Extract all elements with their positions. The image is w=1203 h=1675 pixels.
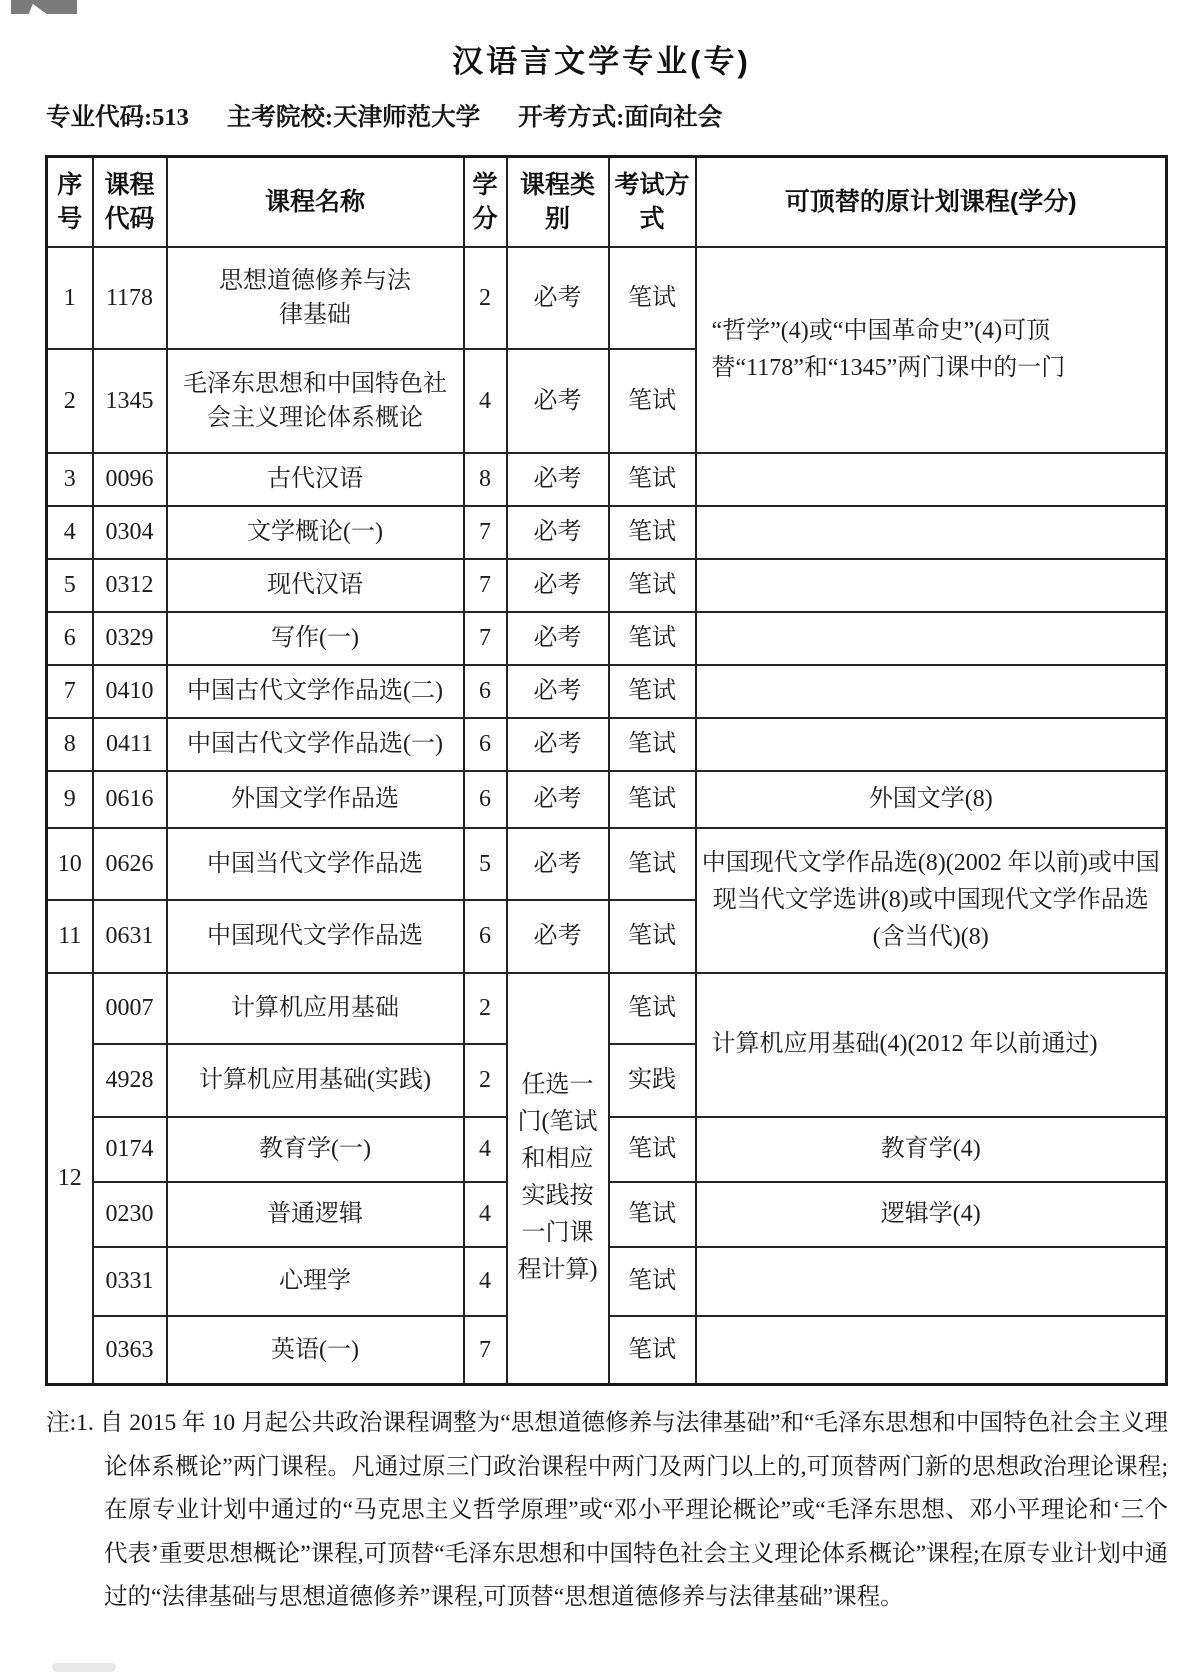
cell-seq: 5 bbox=[47, 559, 93, 612]
cell-exam: 笔试 bbox=[609, 718, 696, 771]
cell-name: 英语(一) bbox=[167, 1316, 464, 1385]
cell-name: 古代汉语 bbox=[167, 453, 464, 506]
cell-seq: 7 bbox=[47, 665, 93, 718]
table-row bbox=[47, 453, 1167, 506]
col-header-exam: 考试方式 bbox=[609, 157, 696, 247]
cell-category: 必考 bbox=[507, 559, 609, 612]
cell-credits: 5 bbox=[464, 828, 507, 900]
cell-credits: 2 bbox=[464, 973, 507, 1044]
col-header-seq: 序号 bbox=[47, 157, 93, 247]
cell-seq: 1 bbox=[47, 247, 93, 349]
table-row bbox=[47, 973, 1167, 1044]
cell-code: 0174 bbox=[93, 1117, 167, 1182]
table-row bbox=[47, 828, 1167, 900]
cell-code: 0007 bbox=[93, 973, 167, 1044]
cell-seq: 2 bbox=[47, 349, 93, 453]
meta-line bbox=[46, 98, 1203, 133]
cell-code: 1178 bbox=[93, 247, 167, 349]
cell-code: 0631 bbox=[93, 900, 167, 973]
cell-category: 必考 bbox=[507, 349, 609, 453]
cell-name: 计算机应用基础 bbox=[167, 973, 464, 1044]
cell-code: 0363 bbox=[93, 1316, 167, 1385]
cell-replace bbox=[696, 1247, 1167, 1316]
cell-name: 教育学(一) bbox=[167, 1117, 464, 1182]
table-row bbox=[47, 247, 1167, 349]
cell-replace bbox=[696, 612, 1167, 665]
host-university: 主考院校:天津师范大学 bbox=[226, 104, 481, 131]
cell-name: 毛泽东思想和中国特色社会主义理论体系概论 bbox=[167, 349, 464, 453]
cell-code: 0304 bbox=[93, 506, 167, 559]
cell-category: 必考 bbox=[507, 828, 609, 900]
cell-seq: 11 bbox=[47, 900, 93, 973]
footnote-text: 自 2015 年 10 月起公共政治课程调整为“思想道德修养与法律基础”和“毛泽东思想和中国特色社会主义理论体系概论”两门课程。凡通过原三门政治课程中两门及两门以上的,可顶替两门新的思想政治理论课程;在原专业计划中通过的“马克思主义哲学原理”或“邓小平理论概论”或“毛泽东思想、邓小平理论和‘三个代表’重要思想概论”课程,可顶替“毛泽东思想和中国特色社会主义理论体系概论”课程;在原专业计划中通过的“法律基础与思想道德修养”课程,可顶替“思想道德修养与法律基础”课程。 bbox=[99, 1410, 1169, 1610]
cell-credits: 7 bbox=[464, 612, 507, 665]
header-row bbox=[47, 157, 1167, 247]
cell-category: 必考 bbox=[507, 612, 609, 665]
cell-code: 0410 bbox=[93, 665, 167, 718]
cell-category-group12: 任选一门(笔试和相应实践按一门课程计算) bbox=[507, 973, 609, 1385]
cell-seq: 9 bbox=[47, 771, 93, 828]
footnote-label: 注:1. bbox=[46, 1410, 94, 1436]
cell-replace: 教育学(4) bbox=[696, 1117, 1167, 1182]
cell-credits: 2 bbox=[464, 1044, 507, 1117]
cell-code: 0331 bbox=[93, 1247, 167, 1316]
cell-seq: 10 bbox=[47, 828, 93, 900]
table-row bbox=[47, 718, 1167, 771]
cell-seq: 8 bbox=[47, 718, 93, 771]
footnote bbox=[46, 1402, 1168, 1620]
scan-artifact-icon bbox=[11, 0, 77, 14]
cell-category: 必考 bbox=[507, 900, 609, 973]
cell-replace bbox=[696, 1316, 1167, 1385]
cell-seq-group12: 12 bbox=[47, 973, 93, 1385]
cell-category: 必考 bbox=[507, 665, 609, 718]
cell-credits: 6 bbox=[464, 665, 507, 718]
table-row bbox=[47, 506, 1167, 559]
cell-name: 中国当代文学作品选 bbox=[167, 828, 464, 900]
cell-code: 1345 bbox=[93, 349, 167, 453]
cell-replace: 计算机应用基础(4)(2012 年以前通过) bbox=[696, 973, 1167, 1117]
cell-code: 0312 bbox=[93, 559, 167, 612]
cell-exam: 笔试 bbox=[609, 247, 696, 349]
cell-name: 现代汉语 bbox=[167, 559, 464, 612]
cell-code: 4928 bbox=[93, 1044, 167, 1117]
page-title: 汉语言文学专业(专) bbox=[452, 44, 751, 79]
cell-replace bbox=[696, 718, 1167, 771]
cell-category: 必考 bbox=[507, 506, 609, 559]
cell-name: 写作(一) bbox=[167, 612, 464, 665]
cell-name: 外国文学作品选 bbox=[167, 771, 464, 828]
cell-code: 0096 bbox=[93, 453, 167, 506]
cell-credits: 7 bbox=[464, 1316, 507, 1385]
cell-name: 普通逻辑 bbox=[167, 1182, 464, 1247]
cell-category: 必考 bbox=[507, 247, 609, 349]
cell-exam: 笔试 bbox=[609, 1247, 696, 1316]
cell-replace bbox=[696, 506, 1167, 559]
col-header-credits: 学分 bbox=[464, 157, 507, 247]
cell-name: 中国古代文学作品选(二) bbox=[167, 665, 464, 718]
cell-replace: “哲学”(4)或“中国革命史”(4)可顶替“1178”和“1345”两门课中的一门 bbox=[696, 247, 1167, 453]
cell-credits: 8 bbox=[464, 453, 507, 506]
cell-credits: 7 bbox=[464, 559, 507, 612]
cell-name: 文学概论(一) bbox=[167, 506, 464, 559]
cell-exam: 笔试 bbox=[609, 1316, 696, 1385]
table-row bbox=[47, 771, 1167, 828]
cell-exam: 笔试 bbox=[609, 453, 696, 506]
cell-exam: 笔试 bbox=[609, 349, 696, 453]
table-row bbox=[47, 665, 1167, 718]
cell-credits: 6 bbox=[464, 718, 507, 771]
major-code: 专业代码:513 bbox=[46, 104, 189, 131]
cell-category: 必考 bbox=[507, 718, 609, 771]
cell-credits: 6 bbox=[464, 900, 507, 973]
cell-exam: 笔试 bbox=[609, 1117, 696, 1182]
cell-replace bbox=[696, 665, 1167, 718]
cell-credits: 4 bbox=[464, 1182, 507, 1247]
cell-exam: 笔试 bbox=[609, 900, 696, 973]
scan-smudge bbox=[52, 1663, 116, 1672]
cell-code: 0230 bbox=[93, 1182, 167, 1247]
cell-name: 中国现代文学作品选 bbox=[167, 900, 464, 973]
cell-exam: 笔试 bbox=[609, 665, 696, 718]
cell-credits: 6 bbox=[464, 771, 507, 828]
cell-exam: 笔试 bbox=[609, 506, 696, 559]
cell-code: 0411 bbox=[93, 718, 167, 771]
cell-replace bbox=[696, 453, 1167, 506]
cell-replace: 外国文学(8) bbox=[696, 771, 1167, 828]
cell-exam: 笔试 bbox=[609, 612, 696, 665]
cell-code: 0626 bbox=[93, 828, 167, 900]
cell-credits: 4 bbox=[464, 1117, 507, 1182]
cell-exam: 笔试 bbox=[609, 1182, 696, 1247]
cell-replace bbox=[696, 559, 1167, 612]
cell-exam: 笔试 bbox=[609, 771, 696, 828]
cell-replace: 逻辑学(4) bbox=[696, 1182, 1167, 1247]
cell-credits: 4 bbox=[464, 1247, 507, 1316]
col-header-replace: 可顶替的原计划课程(学分) bbox=[696, 157, 1167, 247]
cell-category: 必考 bbox=[507, 771, 609, 828]
cell-seq: 6 bbox=[47, 612, 93, 665]
cell-code: 0329 bbox=[93, 612, 167, 665]
cell-name: 心理学 bbox=[167, 1247, 464, 1316]
col-header-category: 课程类别 bbox=[507, 157, 609, 247]
table-row bbox=[47, 559, 1167, 612]
cell-exam: 笔试 bbox=[609, 973, 696, 1044]
cell-replace: 中国现代文学作品选(8)(2002 年以前)或中国现当代文学选讲(8)或中国现代文学作品选(含当代)(8) bbox=[696, 828, 1167, 973]
cell-credits: 4 bbox=[464, 349, 507, 453]
cell-credits: 2 bbox=[464, 247, 507, 349]
cell-name: 思想道德修养与法律基础 bbox=[167, 247, 464, 349]
cell-exam: 笔试 bbox=[609, 828, 696, 900]
exam-mode: 开考方式:面向社会 bbox=[518, 104, 723, 131]
cell-exam: 实践 bbox=[609, 1044, 696, 1117]
cell-exam: 笔试 bbox=[609, 559, 696, 612]
table-row bbox=[47, 612, 1167, 665]
course-table bbox=[45, 155, 1168, 1386]
col-header-name: 课程名称 bbox=[167, 157, 464, 247]
col-header-code: 课程代码 bbox=[93, 157, 167, 247]
cell-code: 0616 bbox=[93, 771, 167, 828]
cell-seq: 4 bbox=[47, 506, 93, 559]
cell-credits: 7 bbox=[464, 506, 507, 559]
cell-name: 中国古代文学作品选(一) bbox=[167, 718, 464, 771]
cell-seq: 3 bbox=[47, 453, 93, 506]
cell-name: 计算机应用基础(实践) bbox=[167, 1044, 464, 1117]
cell-category: 必考 bbox=[507, 453, 609, 506]
